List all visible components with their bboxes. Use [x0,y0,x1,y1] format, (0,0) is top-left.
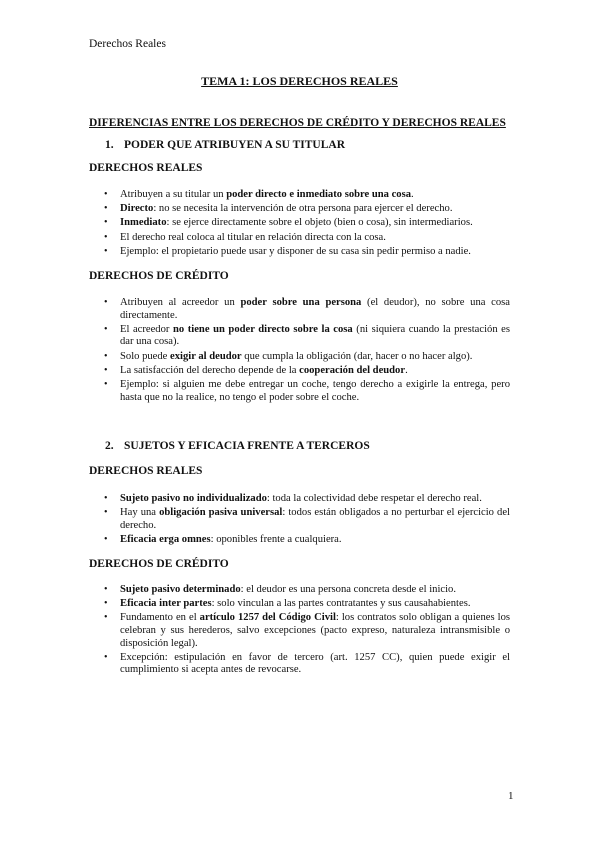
bullet-icon: • [104,598,108,610]
sec2-credito-list [0,584,599,679]
list-item [0,652,599,677]
bullet-icon: • [104,203,108,215]
item-text: Fundamento en el [120,612,200,624]
section-2-heading [105,440,370,452]
item-text: : toda la colectividad debe respetar el derecho real. [266,493,482,504]
sec1-credito-list [0,297,599,406]
list-item [0,507,599,532]
section-1-heading [105,139,345,151]
list-item [0,379,599,404]
bullet-icon: • [104,507,108,519]
item-text: (ni siquiera cuando la prestación es dar una cosa). [120,323,511,348]
section-2-heading-text: SUJETOS Y EFICACIA FRENTE A TERCEROS [124,440,370,452]
emphasis-text: cooperación del deudor [299,364,406,376]
bullet-icon: • [104,189,108,200]
bullet-icon: • [104,323,108,335]
list-item [0,365,599,378]
sec2-reales-list [0,493,599,548]
item-text: : todos están obligados a no perturbar el ejercicio del derecho. [120,507,510,531]
list-item [0,612,599,650]
bullet-icon: • [104,584,108,595]
section-2-number: 2. [105,440,114,452]
emphasis-text: obligación pasiva universal [159,507,283,519]
list-item [0,203,599,216]
sec1-reales-list [0,189,599,260]
item-text: La satisfacción del derecho depende de la [120,364,300,376]
item-text: : se ejerce directamente sobre el objeto (bien o cosa), sin intermediarios. [166,217,473,229]
emphasis-text: Inmediato [120,217,167,229]
item-text: : los contratos solo obligan a quienes los celebran y sus herederos, salvo excepciones (pacto expreso, naturaleza intransmisible o disposición legal). [120,612,510,649]
sec2-credito-heading: DERECHOS DE CRÉDITO [89,558,229,570]
list-item [0,232,599,245]
section-title: DIFERENCIAS ENTRE LOS DERECHOS DE CRÉDITO Y DERECHOS REALES [89,117,506,129]
bullet-icon: • [104,493,108,504]
item-text: : solo vinculan a las partes contratantes y sus causahabientes. [211,598,471,610]
bullet-icon: • [104,612,108,624]
item-text: Solo puede [120,350,171,362]
item-text: Atribuyen a su titular un [120,189,227,200]
section-1-number: 1. [105,139,114,151]
emphasis-text: Directo [120,203,154,215]
item-text: : oponibles frente a cualquiera. [210,533,342,545]
emphasis-text: Sujeto pasivo determinado [120,584,241,595]
emphasis-text: exigir al deudor [170,350,242,362]
list-item [0,324,599,349]
sec1-reales-heading: DERECHOS REALES [89,162,203,174]
bullet-icon: • [104,217,108,229]
document-title: TEMA 1: LOS DERECHOS REALES [201,74,398,88]
item-text: : el deudor es una persona concreta desde el inicio. [240,584,456,595]
item-text: : no se necesita la intervención de otra persona para ejercer el derecho. [153,203,453,215]
bullet-icon: • [104,245,108,257]
item-text: El derecho real coloca al titular en relación directa con la cosa. [120,231,386,243]
bullet-icon: • [104,378,108,390]
list-item [0,351,599,364]
emphasis-text: Sujeto pasivo no individualizado [120,493,267,504]
item-text: que cumpla la obligación (dar, hacer o no hacer algo). [241,350,473,362]
bullet-icon: • [104,350,108,362]
page-number: 1 [508,790,514,802]
bullet-icon: • [104,651,108,663]
emphasis-text: poder sobre una persona [240,297,362,308]
bullet-icon: • [104,364,108,376]
item-text: Excepción: estipulación en favor de tercero (art. 1257 CC), quien puede exigir el cumplimiento si acepta antes de revocarse. [120,651,510,676]
list-item [0,217,599,230]
item-text: Ejemplo: si alguien me debe entregar un coche, tengo derecho a exigirle la entrega, pero hasta que no la realice, no tengo el poder sobre el coche. [120,378,510,403]
emphasis-text: no tiene un poder directo sobre la cosa [173,323,353,335]
list-item [0,189,599,202]
list-item [0,534,599,547]
item-text: . [405,364,408,376]
bullet-icon: • [104,533,108,545]
list-item [0,246,599,259]
list-item [0,297,599,322]
bullet-icon: • [104,297,108,308]
item-text: Hay una [120,507,160,519]
list-item [0,584,599,597]
emphasis-text: Eficacia erga omnes [120,533,211,545]
emphasis-text: Eficacia inter partes [120,598,212,610]
item-text: . [411,189,414,200]
emphasis-text: artículo 1257 del Código Civil [199,612,336,624]
item-text: (el deudor), no sobre una cosa directamente. [120,297,510,321]
item-text: El acreedor [120,323,173,335]
running-header: Derechos Reales [89,38,166,50]
bullet-icon: • [104,231,108,243]
section-1-heading-text: PODER QUE ATRIBUYEN A SU TITULAR [124,139,345,151]
emphasis-text: poder directo e inmediato sobre una cosa [226,189,412,200]
item-text: Ejemplo: el propietario puede usar y disponer de su casa sin pedir permiso a nadie. [120,245,471,257]
list-item [0,598,599,611]
item-text: Atribuyen al acreedor un [120,297,241,308]
list-item [0,493,599,506]
sec2-reales-heading: DERECHOS REALES [89,465,203,477]
sec1-credito-heading: DERECHOS DE CRÉDITO [89,270,229,282]
